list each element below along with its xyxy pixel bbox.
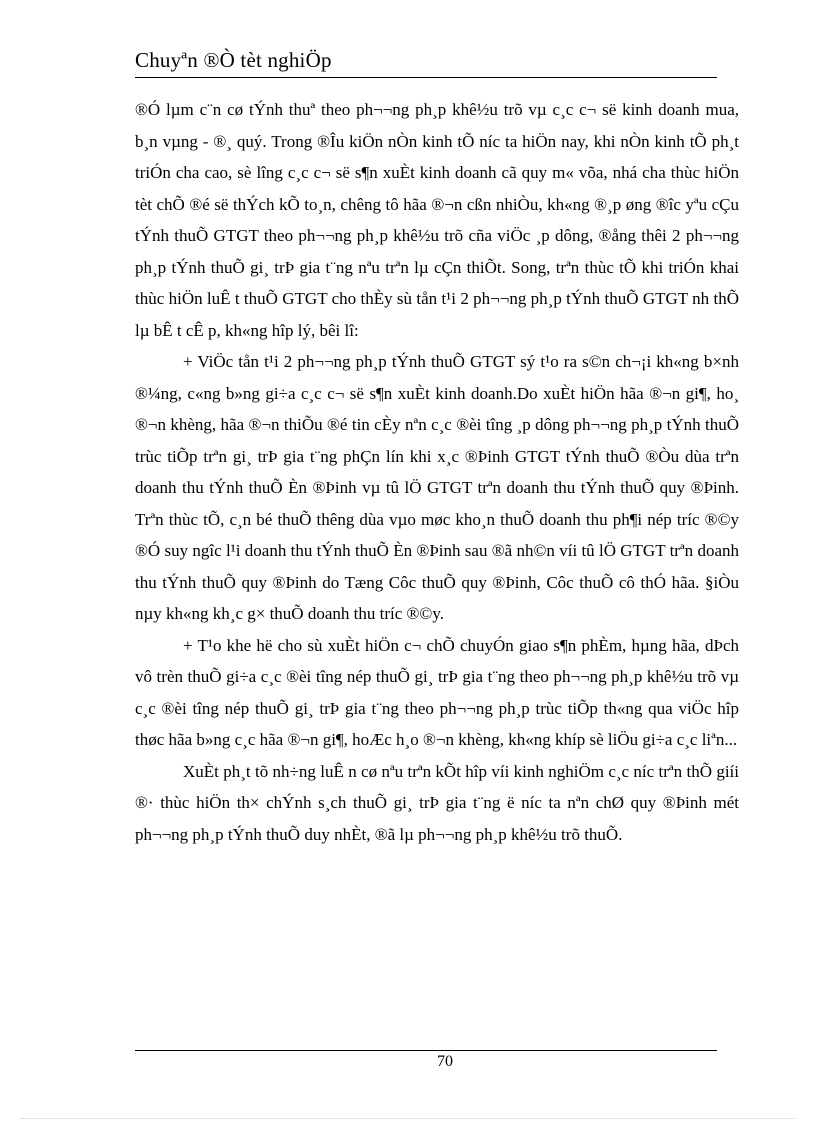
- running-header: Chuyªn ®Ò tèt nghiÖp: [135, 48, 332, 72]
- paragraph-1: ®Ó lµm c¨n cø tÝnh thuª theo ph¬¬ng ph¸p khê½u trõ vµ c¸c c¬ së kinh doanh mua, b¸n vµng - ®¸ quý. Trong ®Îu kiÖn nÒn kinh tÕ níc ta hiÖn nay, khi nÒn kinh tÕ ph¸t triÓn cha cao, sè lîng c¸c c¬ së s¶n xuÈt kinh doanh cã quy m« võa, nhá cha thùc hiÖn tèt chÕ ®é së thÝch kÕ to¸n, chêng tô hãa ®¬n cßn nhiÒu, kh«ng ®¸p øng ®îc yªu cÇu tÝnh thuÕ GTGT theo ph¬¬ng ph¸p khê½u trõ cña viÖc ¸p dông, ®ång thêi 2 ph¬¬ng ph¸p tÝnh thuÕ gi¸ trÞ gia t¨ng nªu trªn lµ cÇn thiÕt. Song, trªn thùc tÕ khi triÓn khai thùc hiÖn luÊ t thuÕ GTGT cho thÈy sù tån t¹i 2 ph¬¬ng ph¸p tÝnh thuÕ GTGT nh thÕ lµ bÊ t cÊ p, kh«ng hîp lý, bêi lî:: [135, 100, 739, 340]
- footer-divider: [135, 1050, 717, 1051]
- page-number: 70: [437, 1053, 453, 1070]
- page-body: [135, 94, 739, 850]
- paragraph-4: XuÈt ph¸t tõ nh÷ng luÊ n cø nªu trªn kÕt hîp víi kinh nghiÖm c¸c níc trªn thÕ giíi ®· thùc hiÖn th× chÝnh s¸ch thuÕ gi¸ trÞ gia t¨ng ë níc ta nªn chØ quy ®Þinh mét ph¬¬ng ph¸p tÝnh thuÕ duy nhÈt, ®ã lµ ph¬¬ng ph¸p khê½u trõ thuÕ.: [135, 761, 739, 844]
- page-edge-dotted-line: [20, 1118, 796, 1119]
- paragraph-2: + ViÖc tån t¹i 2 ph¬¬ng ph¸p tÝnh thuÕ GTGT sý t¹o ra s©n ch¬¡i kh«ng b×nh ®¼ng, c«ng b»ng gi÷a c¸c c¬ së s¶n xuÈt kinh doanh.Do xuÈt hiÖn hãa ®¬n gi¶, ho¸ ®¬n khèng, hãa ®¬n thiÕu ®é tin cÈy nªn c¸c ®èi tîng ¸p dông ph¬¬ng ph¸p tÝnh thuÕ trùc tiÕp trªn gi¸ trÞ gia t¨ng phÇn lín khi x¸c ®Þinh GTGT tÝnh thuÕ ®Òu dùa trªn doanh thu tÝnh thuÕ Èn ®Þinh vµ tû lÖ GTGT trªn doanh thu tÝnh thuÕ quy ®Þinh. Trªn thùc tÕ, c¸n bé thuÕ thêng dùa vµo møc kho¸n thuÕ doanh thu ph¶i nép tríc ®©y ®Ó suy ngîc l¹i doanh thu tÝnh thuÕ Èn ®Þinh sau ®ã nh©n víi tû lÖ GTGT trªn doanh thu tÝnh thuÕ quy ®Þinh do Tæng Côc thuÕ quy ®Þinh, Côc thuÕ cô thÓ hãa. §iÒu nµy kh«ng kh¸c g× thuÕ doanh thu tríc ®©y.: [135, 352, 739, 623]
- paragraph-3: + T¹o khe hë cho sù xuÈt hiÖn c¬ chÕ chuyÓn giao s¶n phÈm, hµng hãa, dÞch vô trèn thuÕ gi÷a c¸c ®èi tîng nép thuÕ gi¸ trÞ gia t¨ng theo ph¬¬ng ph¸p khê½u trõ vµ c¸c ®èi tîng nép thuÕ gi¸ trÞ gia t¨ng theo ph¬¬ng ph¸p trùc tiÕp th«ng qua viÖc hîp thøc hãa b»ng c¸c hãa ®¬n gi¶, hoÆc h¸o ®¬n khèng, kh«ng khíp sè liÖu gi÷a c¸c liªn...: [135, 635, 739, 749]
- header-divider: [135, 77, 717, 78]
